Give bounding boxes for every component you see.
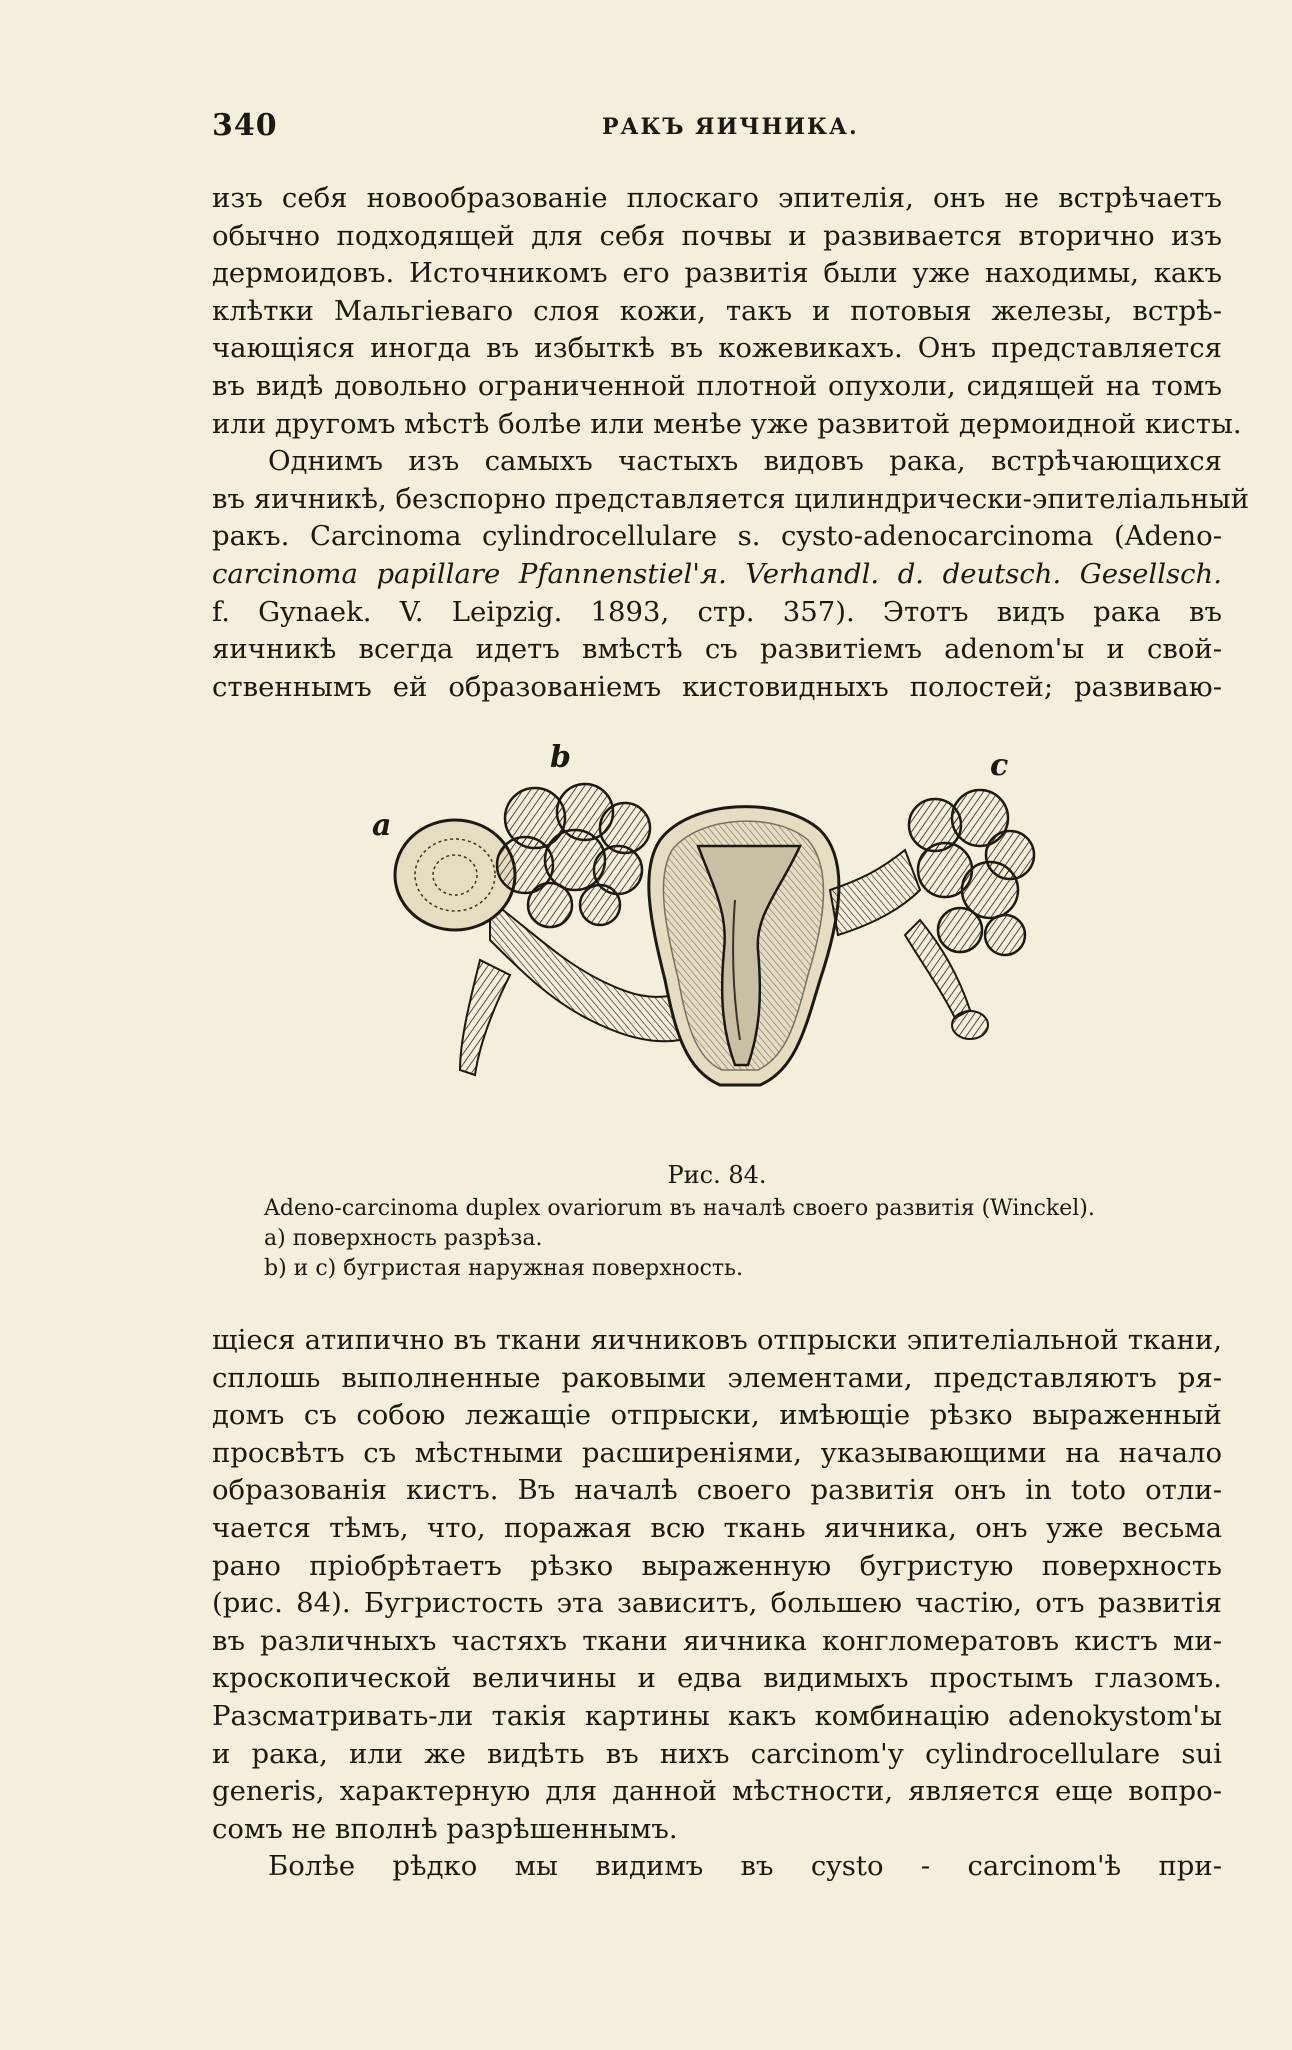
text-block-lower [212, 1322, 1222, 1886]
text-line: въ видѣ довольно ограниченной плотной опухоли, сидящей на томъ [212, 369, 1222, 402]
caption-line: Adeno-carcinoma duplex ovariorum въ началѣ своего развитія (Winckel). [264, 1196, 1095, 1221]
text-line: просвѣтъ съ мѣстными расширеніями, указывающими на начало [212, 1436, 1222, 1469]
text-line: generis, характерную для данной мѣстности, является еще вопро- [212, 1775, 1222, 1808]
text-line: въ различныхъ частяхъ ткани яичника конгломератовъ кистъ ми- [212, 1624, 1222, 1657]
text-line: Болѣе рѣдко мы видимъ въ cysto - carcinom'ѣ при- [268, 1850, 1222, 1883]
text-line: ственнымъ ей образованіемъ кистовидныхъ полостей; развиваю- [212, 670, 1222, 703]
figure-84 [360, 740, 1040, 1160]
text-line: Однимъ изъ самыхъ частыхъ видовъ рака, встрѣчающихся [268, 445, 1222, 478]
text-line: образованія кистъ. Въ началѣ своего развитія онъ in toto отли- [212, 1474, 1222, 1507]
caption-line: b) и c) бугристая наружная поверхность. [264, 1256, 744, 1281]
ovary-a-cut-surface [395, 820, 515, 930]
uterus-ovaries-illustration [360, 740, 1040, 1160]
text-line: въ яичникѣ, безспорно представляется цилиндрически-эпителіальный [212, 482, 1250, 515]
text-line: изъ себя новообразованіе плоскаго эпителія, онъ не встрѣчаетъ [212, 182, 1222, 214]
text-line: яичникѣ всегда идетъ вмѣстѣ съ развитіемъ adenom'ы и свой- [212, 633, 1222, 666]
text-line: рано пріобрѣтаетъ рѣзко выраженную бугристую поверхность [212, 1549, 1222, 1582]
text-line: carcinoma papillare Pfannenstiel'я. Verhandl. d. deutsch. Gesellsch. [212, 557, 1222, 590]
figure-label-c: c [990, 748, 1009, 783]
figure-label-a: a [372, 808, 392, 843]
ovary-b-nodules [497, 784, 650, 927]
text-line: щіеся атипично въ ткани яичниковъ отпрыски эпителіальной ткани, [212, 1324, 1222, 1356]
text-line: Разсматривать-ли такія картины какъ комбинацію adenokystom'ы [212, 1699, 1222, 1732]
text-line: (рис. 84). Бугристость эта зависитъ, большею частію, отъ развитія [212, 1587, 1222, 1620]
text-line: чающіяся иногда въ избыткѣ въ кожевикахъ. Онъ представляется [212, 332, 1222, 365]
caption-title: Рис. 84. [667, 1161, 767, 1189]
text-line: сплошь выполненные раковыми элементами, представляютъ ря- [212, 1361, 1222, 1394]
text-line: обычно подходящей для себя почвы и развивается вторично изъ [212, 219, 1222, 252]
text-line: ракъ. Carcinoma cylindrocellulare s. cysto-adenocarcinoma (Adeno- [212, 520, 1222, 553]
right-tube [830, 850, 920, 935]
text-line: или другомъ мѣстѣ болѣе или менѣе уже развитой дермоидной кисты. [212, 407, 1242, 440]
text-line: клѣтки Мальгіеваго слоя кожи, такъ и потовыя железы, встрѣ- [212, 294, 1222, 327]
running-title: РАКЪ ЯИЧНИКА. [602, 114, 859, 140]
text-line: чается тѣмъ, что, поражая всю ткань яичника, онъ уже весьма [212, 1511, 1222, 1544]
figure-label-b: b [550, 740, 571, 775]
text-line: дермоидовъ. Источникомъ его развитія были уже находимы, какъ [212, 257, 1222, 290]
caption-line: a) поверхность разрѣза. [264, 1226, 543, 1251]
text-line: кроскопической величины и едва видимыхъ простымъ глазомъ. [212, 1662, 1222, 1695]
figure-caption [212, 1160, 1222, 1284]
left-ligament [460, 960, 510, 1075]
text-block-upper [212, 180, 1250, 706]
text-line: домъ съ собою лежащіе отпрыски, имѣющіе рѣзко выраженный [212, 1399, 1222, 1432]
text-line: и рака, или же видѣть въ нихъ carcinom'у cylindrocellulare sui [212, 1737, 1222, 1770]
text-line: f. Gynaek. V. Leipzig. 1893, стр. 357). Этотъ видъ рака въ [212, 595, 1222, 628]
text-line: сомъ не вполнѣ разрѣшеннымъ. [212, 1812, 678, 1845]
page-number: 340 [212, 108, 278, 143]
running-header [212, 108, 1222, 148]
